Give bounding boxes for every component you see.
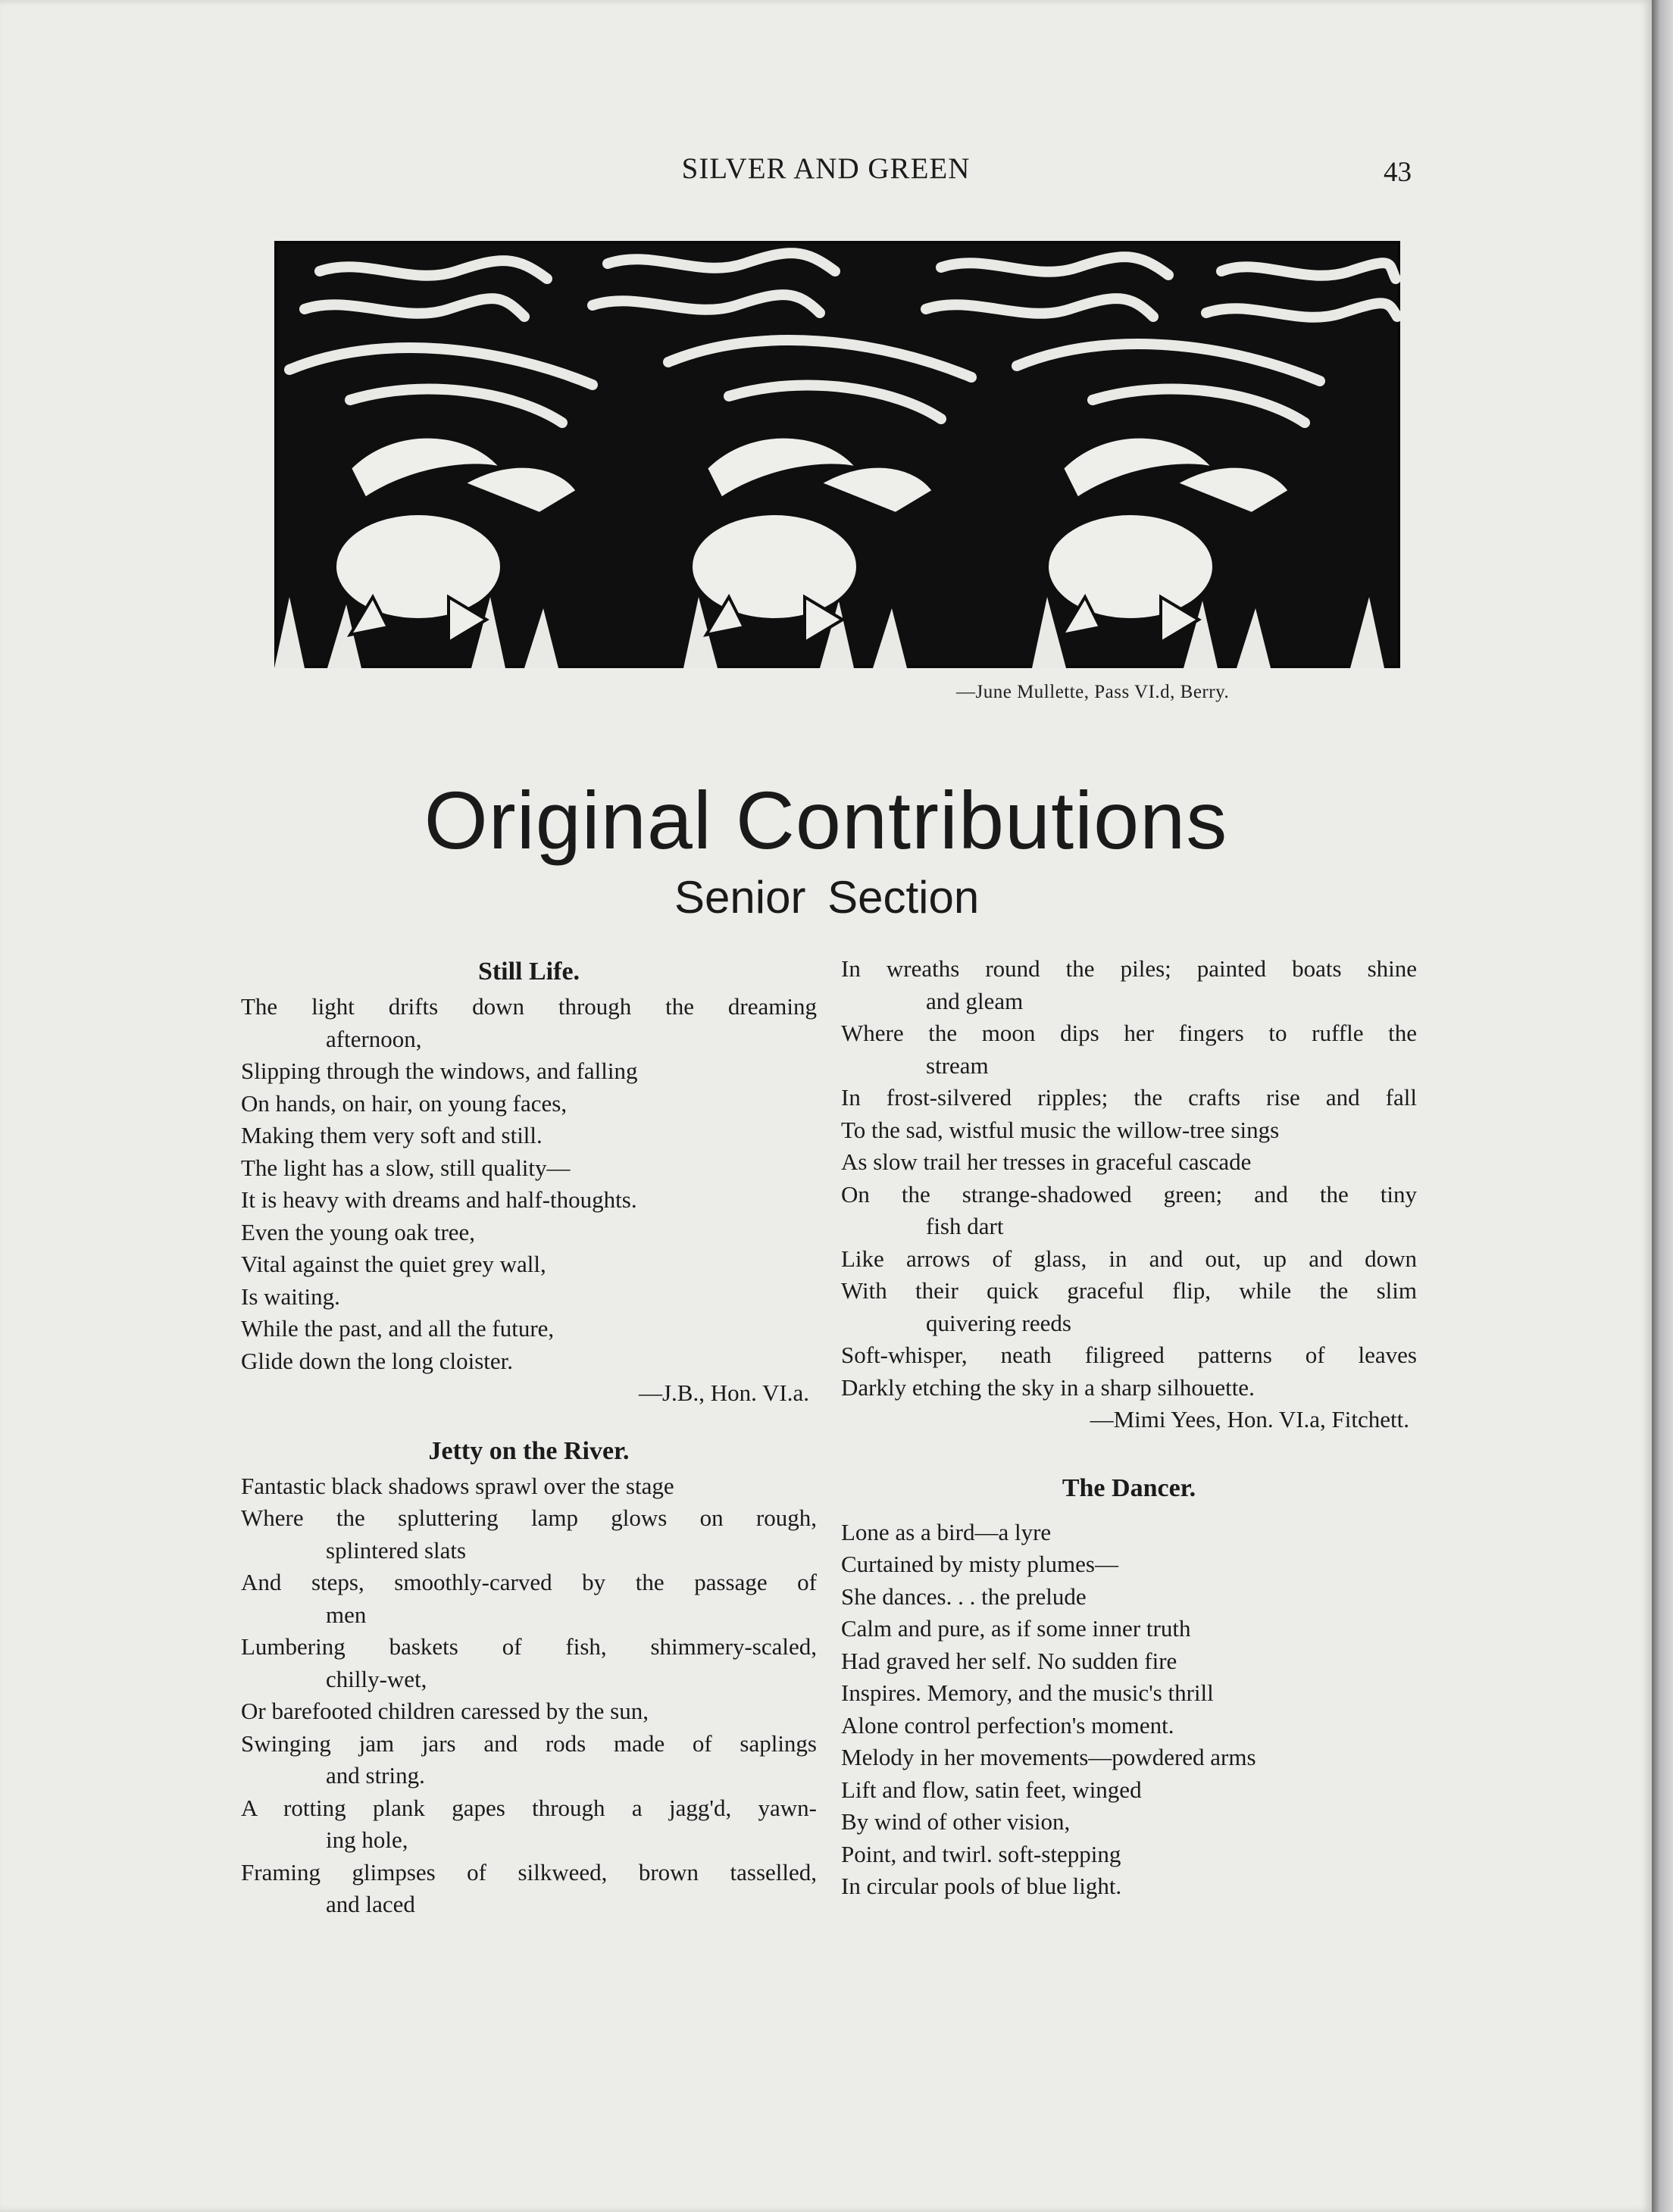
poem-line: Where the moon dips her fingers to ruffle the bbox=[841, 1020, 1417, 1046]
poem-line: On hands, on hair, on young faces, bbox=[241, 1089, 568, 1117]
poem-title-dancer: The Dancer. bbox=[1062, 1473, 1196, 1502]
page-title: Original Contributions bbox=[424, 774, 1228, 866]
poem-title-jetty: Jetty on the River. bbox=[428, 1436, 630, 1465]
poem-line: chilly-wet, bbox=[326, 1665, 427, 1692]
poem-line: afternoon, bbox=[326, 1025, 422, 1052]
poem-line: Like arrows of glass, in and out, up and down bbox=[841, 1245, 1417, 1272]
poem-line: Where the spluttering lamp glows on rough, bbox=[241, 1504, 817, 1531]
poem-line: Melody in her movements—powdered arms bbox=[841, 1744, 1256, 1770]
poem-line: Swinging jam jars and rods made of saplings bbox=[241, 1729, 817, 1757]
poem-author-still-life: —J.B., Hon. VI.a. bbox=[638, 1379, 809, 1406]
poem-line: Vital against the quiet grey wall, bbox=[241, 1251, 546, 1277]
poem-line: men bbox=[326, 1601, 367, 1628]
poem-line: Framing glimpses of silkweed, brown tasselled, bbox=[241, 1858, 817, 1886]
poem-line: and gleam bbox=[926, 987, 1024, 1014]
poem-line: The light drifts down through the dreaming bbox=[241, 993, 817, 1020]
poem-line: Is waiting. bbox=[241, 1283, 340, 1310]
poem-line: stream bbox=[926, 1051, 989, 1079]
page-edge bbox=[1652, 0, 1673, 2212]
poem-line: In frost-silvered ripples; the crafts rise and fall bbox=[841, 1084, 1417, 1111]
poem-line: ing hole, bbox=[326, 1826, 408, 1853]
poem-line: On the strange-shadowed green; and the tiny bbox=[841, 1180, 1417, 1208]
page-number: 43 bbox=[1384, 157, 1412, 188]
poem-line: Lumbering baskets of fish, shimmery-scaled, bbox=[241, 1633, 817, 1660]
section-title: Senior Section bbox=[674, 872, 980, 923]
poem-line: Even the young oak tree, bbox=[241, 1218, 476, 1245]
running-title: SILVER AND GREEN bbox=[681, 152, 971, 185]
poem-line: Making them very soft and still. bbox=[241, 1122, 543, 1148]
poem-title-still-life: Still Life. bbox=[477, 958, 580, 986]
poem-line: and string. bbox=[326, 1762, 425, 1789]
poem-line: By wind of other vision, bbox=[841, 1808, 1071, 1835]
poem-line: A rotting plank gapes through a jagg'd, yawn- bbox=[241, 1794, 817, 1821]
poem-line: Point, and twirl. soft-stepping bbox=[841, 1840, 1121, 1867]
poem-line: Calm and pure, as if some inner truth bbox=[841, 1615, 1191, 1642]
left-column bbox=[241, 953, 817, 1921]
poem-line: In wreaths round the piles; painted boats shine bbox=[841, 955, 1417, 982]
poem-line: and laced bbox=[326, 1891, 415, 1917]
poem-author-jetty: —Mimi Yees, Hon. VI.a, Fitchett. bbox=[1090, 1406, 1409, 1432]
poem-line: Fantastic black shadows sprawl over the stage bbox=[241, 1472, 674, 1499]
poem-line: Lone as a bird—a lyre bbox=[841, 1518, 1052, 1545]
dragon-frieze-illustration bbox=[274, 241, 1400, 668]
poem-line: Soft-whisper, neath filigreed patterns of leaves bbox=[841, 1342, 1417, 1368]
poem-line: As slow trail her tresses in graceful cascade bbox=[841, 1148, 1252, 1175]
poem-line: Alone control perfection's moment. bbox=[841, 1711, 1174, 1739]
poem-line: She dances. . . the prelude bbox=[841, 1582, 1087, 1610]
poem-line: Or barefooted children caressed by the sun, bbox=[241, 1698, 649, 1724]
poem-line: While the past, and all the future, bbox=[241, 1315, 555, 1342]
poem-line: It is heavy with dreams and half-thoughts. bbox=[241, 1186, 637, 1213]
poem-line: Curtained by misty plumes— bbox=[841, 1551, 1118, 1577]
poem-line: Had graved her self. No sudden fire bbox=[841, 1647, 1177, 1674]
poem-line: splintered slats bbox=[326, 1536, 467, 1564]
poem-line: And steps, smoothly-carved by the passage of bbox=[241, 1569, 817, 1595]
poem-line: quivering reeds bbox=[926, 1309, 1071, 1336]
poem-line: Slipping through the windows, and falling bbox=[241, 1058, 638, 1084]
poem-line: With their quick graceful flip, while the slim bbox=[841, 1277, 1417, 1304]
illustration-credit: —June Mullette, Pass VI.d, Berry. bbox=[956, 682, 1230, 702]
poem-line: Glide down the long cloister. bbox=[241, 1347, 514, 1374]
poem-line: In circular pools of blue light. bbox=[841, 1873, 1122, 1899]
poem-line: Darkly etching the sky in a sharp silhouette. bbox=[841, 1373, 1255, 1401]
poem-line: The light has a slow, still quality— bbox=[241, 1154, 571, 1181]
poem-line: Lift and flow, satin feet, winged bbox=[841, 1776, 1142, 1803]
poem-line: fish dart bbox=[926, 1213, 1004, 1239]
poem-line: Inspires. Memory, and the music's thrill bbox=[841, 1679, 1214, 1706]
dragon-frieze-icon bbox=[274, 241, 1400, 668]
poem-line: To the sad, wistful music the willow-tree sings bbox=[841, 1116, 1280, 1143]
right-column bbox=[841, 953, 1417, 1903]
